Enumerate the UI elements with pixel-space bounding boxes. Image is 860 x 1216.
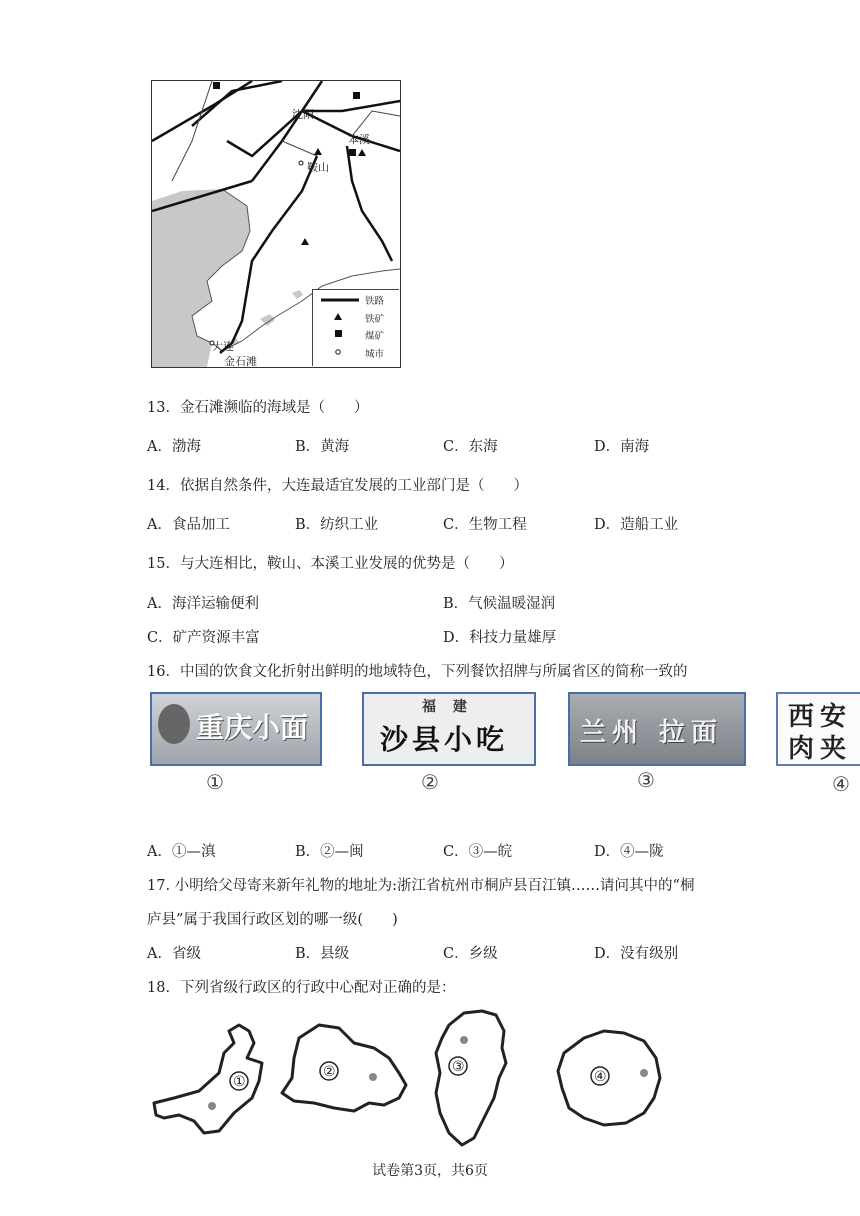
legend-railway: 铁路 xyxy=(365,296,385,307)
q17-option-c[interactable]: C．乡级 xyxy=(443,946,498,962)
q15-option-a[interactable]: A．海洋运输便利 xyxy=(147,596,259,612)
q15-option-c[interactable]: C．矿产资源丰富 xyxy=(147,630,260,646)
question-14-stem: 14．依据自然条件，大连最适宜发展的工业部门是（ ） xyxy=(147,478,528,494)
q14-option-d[interactable]: D．造船工业 xyxy=(594,517,679,533)
signboard-xian xyxy=(776,692,860,766)
province-2-label: ② xyxy=(323,1064,336,1080)
sign-logo-icon xyxy=(158,704,190,744)
province-outlines xyxy=(144,1003,664,1151)
sign-3-text: 兰州 拉面 xyxy=(580,718,724,748)
map-legend xyxy=(312,289,399,366)
sign-1-text: 重庆小面 xyxy=(196,711,309,744)
coal-mine-marker xyxy=(349,149,356,156)
page-footer: 试卷第3页，共6页 xyxy=(372,1163,488,1179)
q13-option-b[interactable]: B．黄海 xyxy=(295,439,350,455)
iron-ore-marker xyxy=(314,148,322,155)
sign-2-number: ② xyxy=(421,770,439,794)
city-label-shenyang: 沈阳 xyxy=(292,108,314,121)
q16-option-c[interactable]: C．③—皖 xyxy=(443,844,513,860)
legend-iron-ore: 铁矿 xyxy=(365,314,385,325)
q13-option-d[interactable]: D．南海 xyxy=(594,439,650,455)
question-17-stem-continued: 庐县”属于我国行政区划的哪一级( ) xyxy=(147,912,398,928)
q15-option-d[interactable]: D．科技力量雄厚 xyxy=(443,630,557,646)
iron-ore-marker xyxy=(301,238,309,245)
province-1-label: ① xyxy=(233,1074,246,1090)
sign-4-line2: 肉夹 xyxy=(788,734,853,764)
iron-ore-marker xyxy=(358,149,366,156)
q16-option-b[interactable]: B．②—闽 xyxy=(295,844,364,860)
city-label-dalian: 大连 xyxy=(212,340,234,353)
province-3-label: ③ xyxy=(452,1059,465,1075)
legend-coal-mine: 煤矿 xyxy=(365,331,385,342)
sign-4-number: ④ xyxy=(832,772,850,796)
q16-option-d[interactable]: D．④—陇 xyxy=(594,844,664,860)
sign-3-number: ③ xyxy=(637,768,655,792)
city-label-benxi: 本溪 xyxy=(348,133,370,146)
q13-option-c[interactable]: C．东海 xyxy=(443,439,498,455)
q14-option-a[interactable]: A．食品加工 xyxy=(147,517,230,533)
legend-city: 城市 xyxy=(365,349,385,360)
sign-2-top-text: 福 建 xyxy=(422,699,473,715)
question-18-stem: 18．下列省级行政区的行政中心配对正确的是： xyxy=(147,980,456,996)
q16-option-a[interactable]: A．①—滇 xyxy=(147,844,216,860)
q14-option-c[interactable]: C．生物工程 xyxy=(443,517,527,533)
island xyxy=(260,314,275,326)
q17-option-d[interactable]: D．没有级别 xyxy=(594,946,679,962)
q13-option-a[interactable]: A．渤海 xyxy=(147,439,201,455)
city-label-jinshitan: 金石滩 xyxy=(224,355,257,368)
question-17-stem: 17. 小明给父母寄来新年礼物的地址为:浙江省杭州市桐庐县百江镇……请问其中的“桐 xyxy=(147,878,695,894)
province-4-label: ④ xyxy=(594,1069,607,1085)
signboard-shaxian xyxy=(362,692,536,766)
sign-2-text: 沙县小吃 xyxy=(380,723,509,756)
coal-mine-marker xyxy=(353,92,360,99)
city-label-anshan: 鞍山 xyxy=(307,161,329,174)
city-marker xyxy=(299,161,303,165)
q15-option-b[interactable]: B．气候温暖湿润 xyxy=(443,596,556,612)
question-15-stem: 15．与大连相比，鞍山、本溪工业发展的优势是（ ） xyxy=(147,556,514,572)
q17-option-b[interactable]: B．县级 xyxy=(295,946,350,962)
signboard-chongqing xyxy=(150,692,322,766)
sign-4-line1: 西安 xyxy=(788,702,853,732)
question-13-stem: 13．金石滩濒临的海域是（ ） xyxy=(147,400,369,416)
province-outline-3 xyxy=(436,1011,506,1145)
question-16-stem: 16．中国的饮食文化折射出鲜明的地域特色，下列餐饮招牌与所属省区的简称一致的 xyxy=(147,664,688,680)
signboard-lanzhou xyxy=(568,692,746,766)
province-outline-2 xyxy=(282,1025,406,1111)
coal-mine-marker xyxy=(213,82,220,89)
q17-option-a[interactable]: A．省级 xyxy=(147,946,201,962)
sign-1-number: ① xyxy=(206,770,224,794)
q14-option-b[interactable]: B．纺织工业 xyxy=(295,517,379,533)
island xyxy=(292,290,303,299)
